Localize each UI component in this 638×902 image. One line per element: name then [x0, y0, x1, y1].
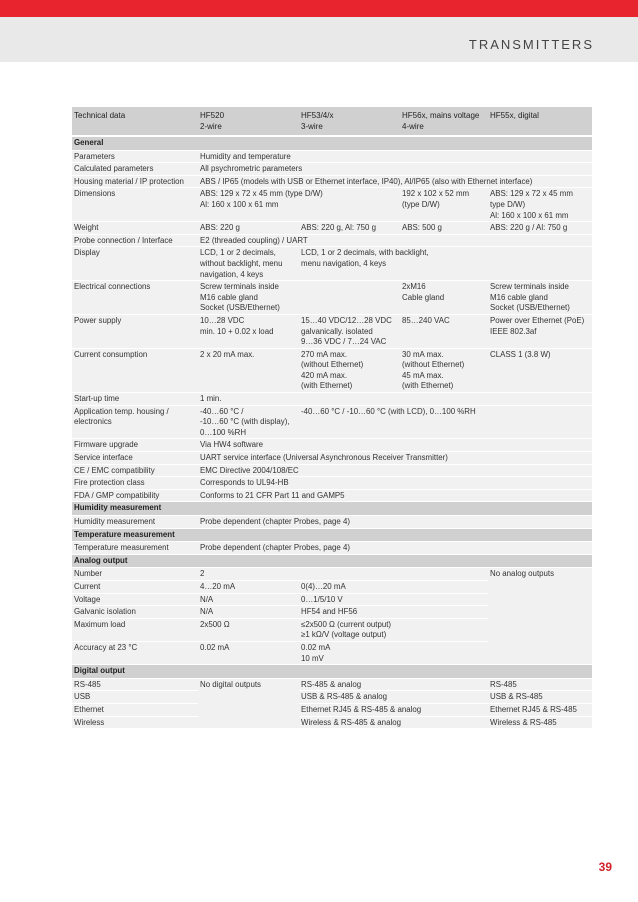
technical-data-table — [72, 107, 592, 729]
column-header: HF520 2-wire — [198, 107, 299, 136]
table-row: Current 4…20 mA 0(4)…20 mA — [72, 580, 592, 593]
table-row: FDA / GMP compatibility Conforms to 21 CFR Part 11 and GAMP5 — [72, 489, 592, 502]
table-row: Fire protection class Corresponds to UL94-HB — [72, 477, 592, 490]
section-row-humidity: Humidity measurement — [72, 502, 592, 516]
section-title: TRANSMITTERS — [468, 37, 594, 52]
table-row: Electrical connections Screw terminals inside M16 cable gland Socket (USB/Ethernet) 2xM16 Cable gland Screw terminals inside M16 cable gland Socket (USB/Ethernet) — [72, 281, 592, 315]
column-header: Technical data — [72, 107, 198, 136]
top-red-bar — [0, 0, 638, 17]
table-row: Maximum load 2x500 Ω ≤2x500 Ω (current output) ≥1 kΩ/V (voltage output) — [72, 618, 592, 641]
table-row: Weight ABS: 220 g ABS: 220 g, Al: 750 g ABS: 500 g ABS: 220 g / Al: 750 g — [72, 222, 592, 235]
section-row-temperature: Temperature measurement — [72, 528, 592, 542]
table-row: Housing material / IP protection ABS / IP65 (models with USB or Ethernet interface, IP40), Al/IP65 (also with Ethernet interface) — [72, 175, 592, 188]
table-row: USB USB & RS-485 & analog USB & RS-485 — [72, 691, 592, 704]
table-row: Application temp. housing / electronics -40…60 °C / -10…60 °C (with display), 0…100 %RH -40…60 °C / -10…60 °C (with LCD), 0…100 %RH — [72, 405, 592, 439]
table-row: Firmware upgrade Via HW4 software — [72, 439, 592, 452]
table-header-row — [72, 107, 592, 136]
table-row: Probe connection / Interface E2 (threaded coupling) / UART — [72, 234, 592, 247]
table-row: Wireless Wireless & RS-485 & analog Wireless & RS-485 — [72, 716, 592, 729]
table-row: Display LCD, 1 or 2 decimals, without backlight, menu navigation, 4 keys LCD, 1 or 2 decimals, with backlight, menu navigation, 4 keys — [72, 247, 592, 281]
table-row: Ethernet Ethernet RJ45 & RS-485 & analog Ethernet RJ45 & RS-485 — [72, 703, 592, 716]
section-row-digital: Digital output — [72, 665, 592, 679]
column-header: HF55x, digital — [488, 107, 592, 136]
table-row: Calculated parameters All psychrometric parameters — [72, 163, 592, 176]
column-header: HF56x, mains voltage 4-wire — [400, 107, 488, 136]
column-header: HF53/4/x 3-wire — [299, 107, 400, 136]
table-row: Current consumption 2 x 20 mA max. 270 mA max. (without Ethernet) 420 mA max. (with Ethernet) 30 mA max. (without Ethernet) 45 mA max. (with Ethernet) CLASS 1 (3.8 W) — [72, 348, 592, 392]
table-row: RS-485 No digital outputs RS-485 & analog RS-485 — [72, 678, 592, 691]
table-row: Dimensions ABS: 129 x 72 x 45 mm (type D/W) Al: 160 x 100 x 61 mm 192 x 102 x 52 mm (type D/W) ABS: 129 x 72 x 45 mm type D/W) Al: 160 x 100 x 61 mm — [72, 188, 592, 222]
table-row: Temperature measurement Probe dependent (chapter Probes, page 4) — [72, 542, 592, 555]
table-row: Galvanic isolation N/A HF54 and HF56 — [72, 606, 592, 619]
table-row: Humidity measurement Probe dependent (chapter Probes, page 4) — [72, 516, 592, 529]
section-row-general: General — [72, 136, 592, 150]
table-row: CE / EMC compatibility EMC Directive 2004/108/EC — [72, 464, 592, 477]
table-row: Start-up time 1 min. — [72, 393, 592, 406]
table-row: Accuracy at 23 °C 0.02 mA 0.02 mA 10 mV — [72, 641, 592, 664]
table-row: Voltage N/A 0…1/5/10 V — [72, 593, 592, 606]
table-row: Service interface UART service interface (Universal Asynchronous Receiver Transmitter) — [72, 452, 592, 465]
table-row: Power supply 10…28 VDC min. 10 + 0.02 x load 15…40 VDC/12…28 VDC galvanically. isolated 9…36 VDC / 7…24 VAC 85…240 VAC Power over Ethernet (PoE) IEEE 802.3af — [72, 314, 592, 348]
section-row-analog: Analog output — [72, 554, 592, 568]
page-number: 39 — [598, 860, 612, 874]
table-row: Number 2 No analog outputs — [72, 568, 592, 581]
table-row: Parameters Humidity and temperature — [72, 150, 592, 163]
